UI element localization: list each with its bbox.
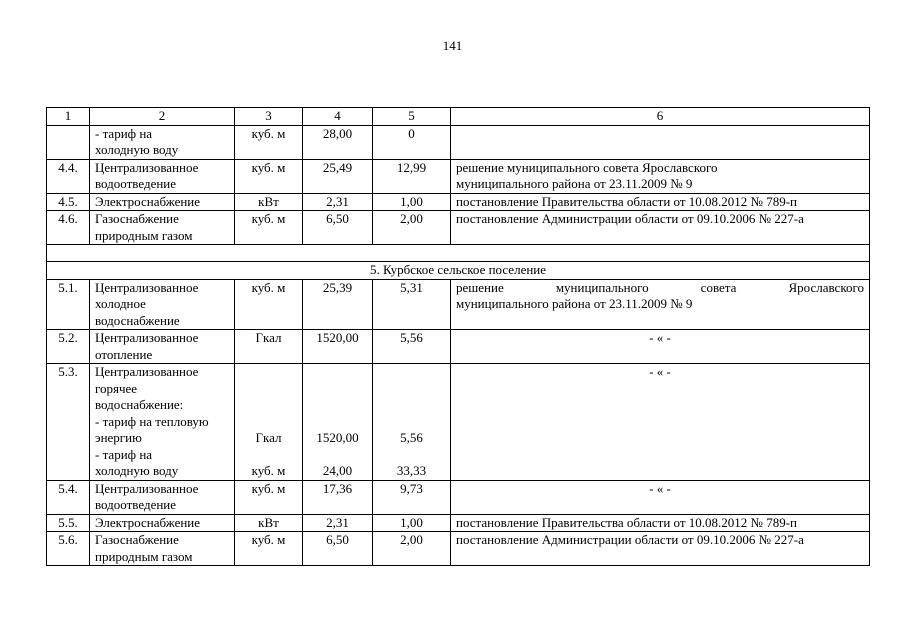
row-value-5: 9,73: [373, 480, 451, 514]
header-cell: 3: [235, 108, 303, 126]
row-service: Электроснабжение: [90, 514, 235, 532]
table-row: [47, 193, 870, 211]
header-cell: 1: [47, 108, 90, 126]
row-unit: Гкал: [235, 330, 303, 364]
row-unit: куб. м: [235, 159, 303, 193]
row-number: [47, 125, 90, 159]
row-unit: куб. м: [235, 279, 303, 330]
row-number: 4.4.: [47, 159, 90, 193]
row-unit: куб. м: [235, 125, 303, 159]
table-row: [47, 159, 870, 193]
row-service: Централизованное водоотведение: [90, 480, 235, 514]
row-value-5: 5,56: [373, 330, 451, 364]
row-service: Электроснабжение: [90, 193, 235, 211]
row-service: Газоснабжение природным газом: [90, 532, 235, 566]
row-value-4: 1520,00: [303, 330, 373, 364]
row-service: Централизованное холодное водоснабжение: [90, 279, 235, 330]
row-document: постановление Правительства области от 10.08.2012 № 789-п: [451, 193, 870, 211]
row-document: [451, 125, 870, 159]
row-number: 4.6.: [47, 211, 90, 245]
row-value-4: 1520,00 24,00: [303, 364, 373, 481]
table-row: [47, 532, 870, 566]
row-number: 4.5.: [47, 193, 90, 211]
row-document: - « -: [451, 330, 870, 364]
row-value-4: 17,36: [303, 480, 373, 514]
row-value-5: 12,99: [373, 159, 451, 193]
row-unit: куб. м: [235, 480, 303, 514]
table-row: [47, 364, 870, 481]
header-cell: 6: [451, 108, 870, 126]
row-document: постановление Администрации области от 09.10.2006 № 227-а: [451, 211, 870, 245]
table-row: [47, 211, 870, 245]
row-number: 5.1.: [47, 279, 90, 330]
row-unit: кВт: [235, 193, 303, 211]
row-number: 5.2.: [47, 330, 90, 364]
row-value-5: 5,31: [373, 279, 451, 330]
table-row: [47, 514, 870, 532]
row-number: 5.3.: [47, 364, 90, 481]
row-document: - « -: [451, 364, 870, 481]
row-value-4: 25,49: [303, 159, 373, 193]
row-value-4: 2,31: [303, 193, 373, 211]
table-row: [47, 330, 870, 364]
row-value-5: 1,00: [373, 514, 451, 532]
row-value-5: 2,00: [373, 211, 451, 245]
row-value-4: 25,39: [303, 279, 373, 330]
row-number: 5.5.: [47, 514, 90, 532]
header-cell: 4: [303, 108, 373, 126]
row-service: Централизованное отопление: [90, 330, 235, 364]
row-unit: куб. м: [235, 211, 303, 245]
row-document-line: муниципального района от 23.11.2009 № 9: [456, 296, 693, 311]
section-title: 5. Курбское сельское поселение: [47, 262, 870, 280]
section-row: [47, 262, 870, 280]
row-document: постановление Администрации области от 09.10.2006 № 227-а: [451, 532, 870, 566]
row-value-4: 6,50: [303, 532, 373, 566]
row-service: Централизованное горячее водоснабжение: - тариф на тепловую энергию - тариф на холодную воду: [90, 364, 235, 481]
spacer-row: [47, 245, 870, 262]
row-number: 5.6.: [47, 532, 90, 566]
row-document: - « -: [451, 480, 870, 514]
row-document-line-justified: решение муниципального совета Ярославского: [456, 279, 864, 295]
header-cell: 5: [373, 108, 451, 126]
row-value-5: 5,56 33,33: [373, 364, 451, 481]
row-document: решение муниципального совета Ярославского муниципального района от 23.11.2009 № 9: [451, 159, 870, 193]
row-number: 5.4.: [47, 480, 90, 514]
row-document: [451, 279, 870, 330]
row-unit: Гкал куб. м: [235, 364, 303, 481]
row-service: Централизованное водоотведение: [90, 159, 235, 193]
table-row: [47, 279, 870, 330]
row-value-4: 6,50: [303, 211, 373, 245]
row-value-4: 2,31: [303, 514, 373, 532]
row-unit: куб. м: [235, 532, 303, 566]
row-value-5: 2,00: [373, 532, 451, 566]
table-row: [47, 480, 870, 514]
row-value-5: 0: [373, 125, 451, 159]
row-value-4: 28,00: [303, 125, 373, 159]
spacer-cell: [47, 245, 870, 262]
table-row: [47, 125, 870, 159]
table-header-row: [47, 108, 870, 126]
page-number: 141: [442, 38, 463, 53]
row-document: постановление Правительства области от 10.08.2012 № 789-п: [451, 514, 870, 532]
row-service: Газоснабжение природным газом: [90, 211, 235, 245]
tariff-table: [46, 107, 870, 566]
row-value-5: 1,00: [373, 193, 451, 211]
row-unit: кВт: [235, 514, 303, 532]
header-cell: 2: [90, 108, 235, 126]
row-service: - тариф на холодную воду: [90, 125, 235, 159]
